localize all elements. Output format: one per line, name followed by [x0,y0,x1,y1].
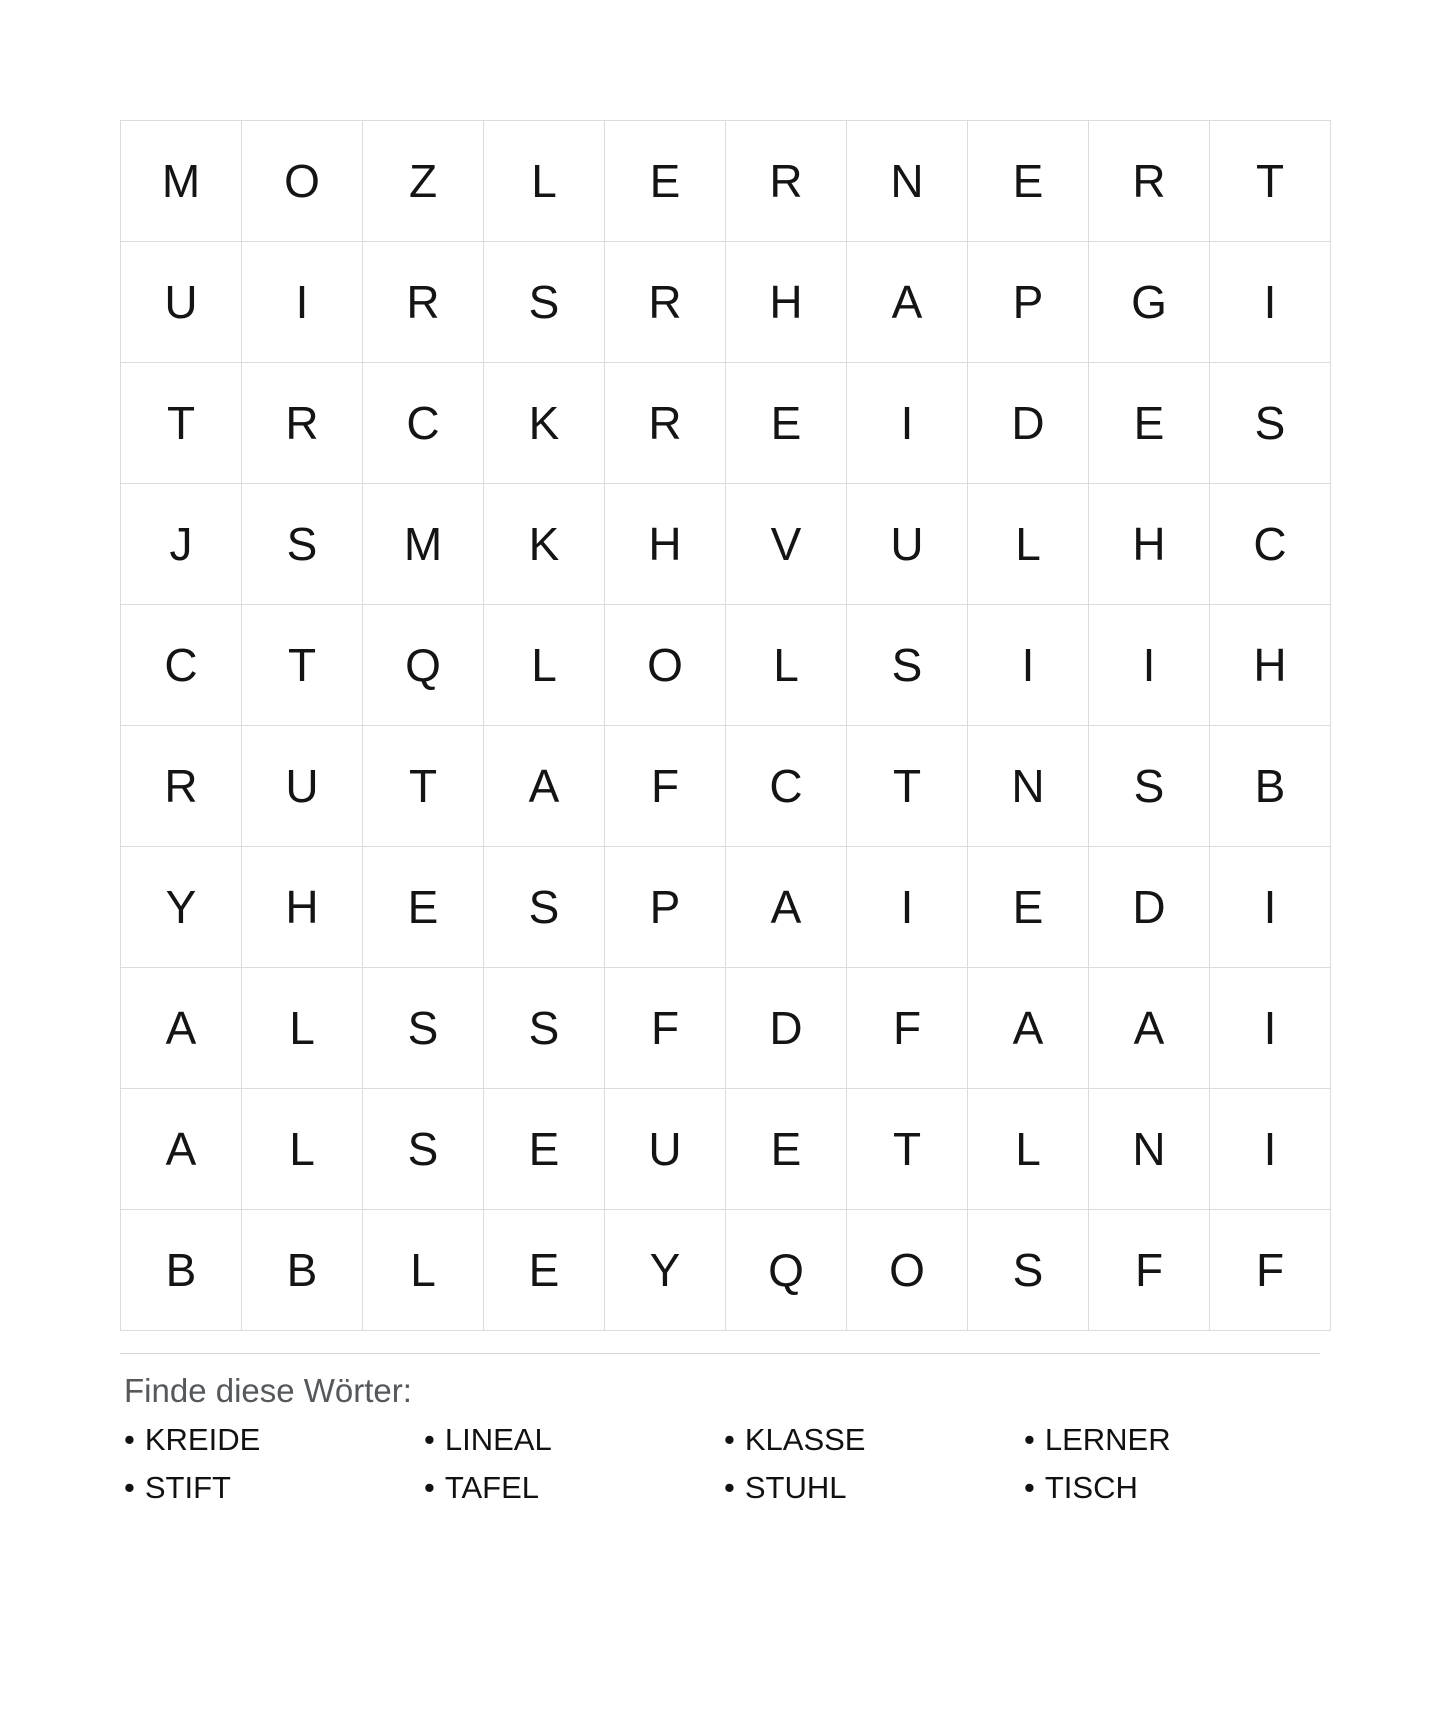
grid-cell[interactable]: R [1089,121,1210,242]
grid-cell[interactable]: F [605,968,726,1089]
grid-cell[interactable]: B [242,1210,363,1331]
word-list-item[interactable] [1020,1422,1320,1458]
grid-cell[interactable]: T [847,726,968,847]
grid-cell[interactable]: C [121,605,242,726]
grid-cell[interactable]: I [242,242,363,363]
word-list-item[interactable] [720,1422,1020,1458]
grid-cell[interactable]: N [968,726,1089,847]
grid-cell[interactable]: S [484,847,605,968]
grid-row [121,1210,1331,1331]
grid-cell[interactable]: E [484,1210,605,1331]
grid-cell[interactable]: L [968,484,1089,605]
grid-cell[interactable]: K [484,484,605,605]
grid-cell[interactable]: P [605,847,726,968]
grid-cell[interactable]: I [847,847,968,968]
word-list-title: Finde diese Wörter: [124,1372,412,1409]
word-label: STIFT [144,1470,231,1505]
grid-cell[interactable]: E [968,121,1089,242]
grid-cell[interactable]: N [847,121,968,242]
grid-cell[interactable]: L [968,1089,1089,1210]
grid-cell[interactable]: A [968,968,1089,1089]
bullet-icon: • [1024,1422,1035,1457]
grid-cell[interactable]: T [363,726,484,847]
grid-cell[interactable]: S [968,1210,1089,1331]
grid-row [121,484,1331,605]
grid-cell[interactable]: C [1210,484,1331,605]
grid-cell[interactable]: N [1089,1089,1210,1210]
grid-cell[interactable]: R [242,363,363,484]
grid-cell[interactable]: B [121,1210,242,1331]
grid-cell[interactable]: F [1210,1210,1331,1331]
grid-cell[interactable]: E [484,1089,605,1210]
grid-cell[interactable]: S [1089,726,1210,847]
grid-cell[interactable]: Z [363,121,484,242]
grid-cell[interactable]: F [605,726,726,847]
grid-cell[interactable]: S [484,242,605,363]
grid-cell[interactable]: A [484,726,605,847]
word-list-item[interactable] [120,1422,420,1458]
grid-cell[interactable]: H [726,242,847,363]
word-list-item[interactable] [420,1422,720,1458]
bullet-icon: • [424,1470,435,1505]
grid-cell[interactable]: M [121,121,242,242]
grid-row [121,726,1331,847]
bullet-icon: • [124,1422,135,1457]
grid-cell[interactable]: I [1210,1089,1331,1210]
grid-cell[interactable]: M [363,484,484,605]
word-list-item[interactable] [1020,1470,1320,1506]
grid-cell[interactable]: T [121,363,242,484]
word-list [120,1422,1320,1506]
grid-row [121,1089,1331,1210]
grid-cell[interactable]: L [242,968,363,1089]
grid-cell[interactable]: H [1210,605,1331,726]
grid-cell[interactable]: Q [363,605,484,726]
grid-cell[interactable]: E [363,847,484,968]
grid-row [121,847,1331,968]
grid-cell[interactable]: A [1089,968,1210,1089]
grid-row [121,605,1331,726]
bullet-icon: • [1024,1470,1035,1505]
grid-cell[interactable]: R [605,242,726,363]
grid-cell[interactable]: I [847,363,968,484]
grid-cell[interactable]: A [121,1089,242,1210]
grid-cell[interactable]: C [726,726,847,847]
word-label: LERNER [1044,1422,1171,1457]
grid-cell[interactable]: R [726,121,847,242]
grid-cell[interactable]: E [726,1089,847,1210]
grid-cell[interactable]: Y [121,847,242,968]
grid-cell[interactable]: T [847,1089,968,1210]
grid-cell[interactable]: F [847,968,968,1089]
grid-cell[interactable]: D [968,363,1089,484]
grid-cell[interactable]: Q [726,1210,847,1331]
grid-cell[interactable]: E [968,847,1089,968]
grid-cell[interactable]: L [726,605,847,726]
grid-cell[interactable]: U [605,1089,726,1210]
grid-cell[interactable]: R [605,363,726,484]
grid-cell[interactable]: G [1089,242,1210,363]
grid-cell[interactable]: I [1089,605,1210,726]
letter-grid [120,120,1331,1331]
grid-cell[interactable]: T [1210,121,1331,242]
word-list-item[interactable] [120,1470,420,1506]
grid-cell[interactable]: S [363,1089,484,1210]
bullet-icon: • [724,1422,735,1457]
grid-cell[interactable]: E [726,363,847,484]
bullet-icon: • [124,1470,135,1505]
grid-cell[interactable]: H [605,484,726,605]
grid-cell[interactable]: E [1089,363,1210,484]
grid-cell[interactable]: R [121,726,242,847]
word-label: KLASSE [744,1422,866,1457]
grid-cell[interactable]: O [847,1210,968,1331]
grid-cell[interactable]: S [847,605,968,726]
grid-cell[interactable]: E [605,121,726,242]
grid-cell[interactable]: L [484,605,605,726]
word-label: LINEAL [444,1422,552,1457]
grid-cell[interactable]: I [968,605,1089,726]
word-list-section [120,1353,1320,1506]
word-label: KREIDE [144,1422,261,1457]
grid-cell[interactable]: B [1210,726,1331,847]
grid-cell[interactable]: D [1089,847,1210,968]
grid-cell[interactable]: U [121,242,242,363]
grid-cell[interactable]: S [1210,363,1331,484]
grid-cell[interactable]: F [1089,1210,1210,1331]
grid-cell[interactable]: S [363,968,484,1089]
grid-cell[interactable]: J [121,484,242,605]
bullet-icon: • [724,1470,735,1505]
grid-cell[interactable]: I [1210,242,1331,363]
grid-cell[interactable]: L [242,1089,363,1210]
grid-row [121,968,1331,1089]
grid-cell[interactable]: A [847,242,968,363]
grid-cell[interactable]: I [1210,847,1331,968]
grid-cell[interactable]: V [726,484,847,605]
grid-cell[interactable]: T [242,605,363,726]
grid-cell[interactable]: L [363,1210,484,1331]
grid-cell[interactable]: H [1089,484,1210,605]
grid-cell[interactable]: S [242,484,363,605]
grid-cell[interactable]: L [484,121,605,242]
grid-cell[interactable]: Y [605,1210,726,1331]
grid-cell[interactable]: H [242,847,363,968]
word-list-item[interactable] [720,1470,1020,1506]
word-list-item[interactable] [420,1470,720,1506]
grid-cell[interactable]: K [484,363,605,484]
grid-cell[interactable]: D [726,968,847,1089]
word-label: TAFEL [444,1470,540,1505]
grid-cell[interactable]: A [726,847,847,968]
grid-cell[interactable]: O [605,605,726,726]
grid-cell[interactable]: U [847,484,968,605]
grid-cell[interactable]: C [363,363,484,484]
grid-cell[interactable]: S [484,968,605,1089]
grid-cell[interactable]: O [242,121,363,242]
word-label: TISCH [1044,1470,1138,1505]
grid-row [121,242,1331,363]
grid-cell[interactable]: U [242,726,363,847]
bullet-icon: • [424,1422,435,1457]
grid-row [121,363,1331,484]
grid-cell[interactable]: P [968,242,1089,363]
grid-cell[interactable]: A [121,968,242,1089]
grid-row [121,121,1331,242]
grid-cell[interactable]: I [1210,968,1331,1089]
grid-cell[interactable]: R [363,242,484,363]
word-search-puzzle [120,120,1320,1506]
word-label: STUHL [744,1470,847,1505]
